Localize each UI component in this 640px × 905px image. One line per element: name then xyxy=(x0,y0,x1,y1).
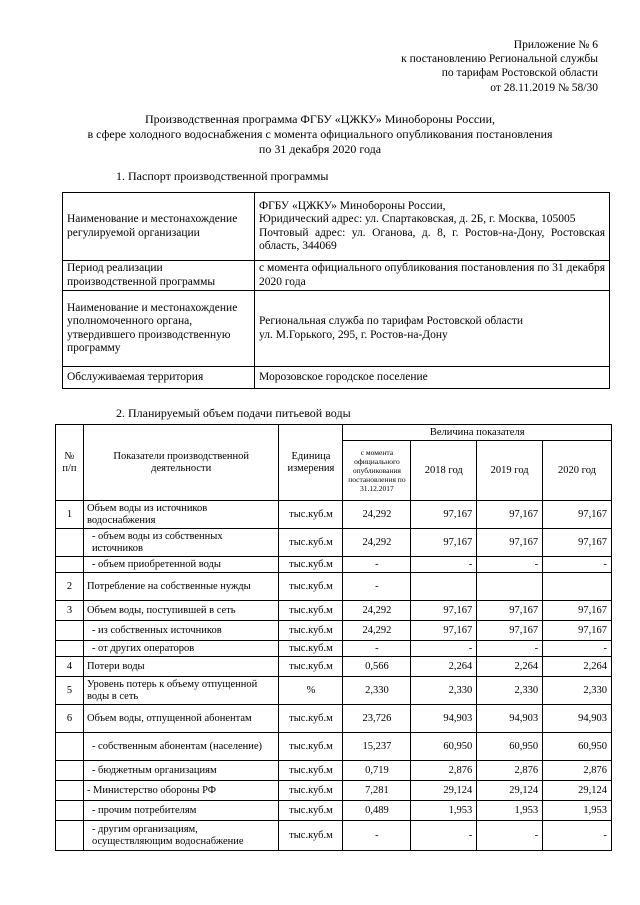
table-row xyxy=(56,733,612,761)
passport-row xyxy=(63,291,610,367)
row-unit: тыс.куб.м xyxy=(279,573,343,601)
table-row xyxy=(56,501,612,529)
row-number xyxy=(56,761,84,781)
row-value: - xyxy=(343,573,411,601)
passport-label: Наименование и местонахождение регулируемой организации xyxy=(63,193,255,261)
header-unit: Единица измерения xyxy=(279,425,343,501)
row-value: 2,264 xyxy=(543,657,612,677)
passport-value xyxy=(255,193,610,261)
row-unit: тыс.куб.м xyxy=(279,657,343,677)
row-value: - xyxy=(343,821,411,851)
passport-value-line: Юридический адрес: ул. Спартаковская, д. 2Б, г. Москва, 105005 xyxy=(259,213,576,225)
header-2020: 2020 год xyxy=(543,441,612,501)
appendix-number: Приложение № 6 xyxy=(513,39,598,51)
row-number: 5 xyxy=(56,677,84,705)
row-value: 0,719 xyxy=(343,761,411,781)
row-value: 0,489 xyxy=(343,801,411,821)
row-unit: тыс.куб.м xyxy=(279,761,343,781)
row-value: 29,124 xyxy=(543,781,612,801)
appendix-reference xyxy=(298,38,598,95)
row-indicator: - объем приобретенной воды xyxy=(83,557,279,573)
row-number xyxy=(56,529,84,557)
row-unit: тыс.куб.м xyxy=(279,501,343,529)
row-indicator: Потери воды xyxy=(83,657,279,677)
table-row xyxy=(56,573,612,601)
row-indicator: - из собственных источников xyxy=(83,621,279,641)
row-unit: тыс.куб.м xyxy=(279,781,343,801)
row-indicator: Объем воды из источников водоснабжения xyxy=(83,501,279,529)
row-number xyxy=(56,821,84,851)
passport-label: Период реализации производственной программы xyxy=(63,261,255,291)
row-unit: тыс.куб.м xyxy=(279,801,343,821)
row-value: 94,903 xyxy=(411,705,477,733)
row-value: 97,167 xyxy=(543,621,612,641)
row-value: 2,876 xyxy=(543,761,612,781)
row-number xyxy=(56,781,84,801)
row-unit: тыс.куб.м xyxy=(279,529,343,557)
row-unit: тыс.куб.м xyxy=(279,557,343,573)
row-value: 29,124 xyxy=(411,781,477,801)
row-indicator: - прочим потребителям xyxy=(83,801,279,821)
table-row xyxy=(56,621,612,641)
row-value xyxy=(543,573,612,601)
row-indicator: - от других операторов xyxy=(83,641,279,657)
header-num: № п/п xyxy=(56,425,84,501)
header-indicator: Показатели производственной деятельности xyxy=(83,425,279,501)
row-value: 23,726 xyxy=(343,705,411,733)
table-row xyxy=(56,781,612,801)
row-value: 97,167 xyxy=(477,501,543,529)
table-row xyxy=(56,557,612,573)
row-number xyxy=(56,621,84,641)
header-value: Величина показателя xyxy=(343,425,612,441)
row-indicator: Уровень потерь к объему отпущенной воды в сеть xyxy=(83,677,279,705)
row-unit: тыс.куб.м xyxy=(279,641,343,657)
row-value: 94,903 xyxy=(477,705,543,733)
header-period: с момента официального опубликования постановления по 31.12.2017 xyxy=(343,441,411,501)
row-value: - xyxy=(477,557,543,573)
row-value: 97,167 xyxy=(477,601,543,621)
appendix-resolution: к постановлению Региональной службы xyxy=(401,53,598,66)
row-value: - xyxy=(543,821,612,851)
row-value: 97,167 xyxy=(411,529,477,557)
passport-value-line: Морозовское городское поселение xyxy=(259,370,428,383)
row-value xyxy=(411,573,477,601)
passport-value xyxy=(255,291,610,367)
row-value: 2,264 xyxy=(477,657,543,677)
passport-row xyxy=(63,193,610,261)
table-row xyxy=(56,761,612,781)
row-value: 1,953 xyxy=(411,801,477,821)
row-unit: тыс.куб.м xyxy=(279,705,343,733)
section-1-heading: 1. Паспорт производственной программы xyxy=(116,169,329,183)
passport-value-line: Почтовый адрес: ул. Оганова, д. 8, г. Ростов-на-Дону, Ростовская область, 344069 xyxy=(259,226,605,252)
header-2018: 2018 год xyxy=(411,441,477,501)
row-value: 97,167 xyxy=(477,621,543,641)
row-indicator: - бюджетным организациям xyxy=(83,761,279,781)
row-number xyxy=(56,641,84,657)
row-number: 1 xyxy=(56,501,84,529)
row-value: 15,237 xyxy=(343,733,411,761)
row-unit: тыс.куб.м xyxy=(279,621,343,641)
row-value: 7,281 xyxy=(343,781,411,801)
row-value: 0,566 xyxy=(343,657,411,677)
row-unit: тыс.куб.м xyxy=(279,601,343,621)
row-value: 60,950 xyxy=(411,733,477,761)
row-value: 97,167 xyxy=(543,501,612,529)
row-value: 24,292 xyxy=(343,621,411,641)
row-value: 24,292 xyxy=(343,601,411,621)
row-value: 97,167 xyxy=(411,501,477,529)
row-number xyxy=(56,557,84,573)
row-value: 97,167 xyxy=(411,601,477,621)
water-volume-table xyxy=(55,424,612,851)
passport-value-line: ФГБУ «ЦЖКУ» Минобороны России, xyxy=(259,199,446,212)
row-value: 1,953 xyxy=(477,801,543,821)
title-line-2: в сфере холодного водоснабжения с момента официального опубликования постановления xyxy=(87,127,553,141)
table-row xyxy=(56,677,612,705)
passport-label: Наименование и местонахождение уполномоченного органа, утвердившего производственную программу xyxy=(63,291,255,367)
title-line-3: по 31 декабря 2020 года xyxy=(258,142,382,156)
row-indicator: - другим организациям, осуществляющим водоснабжение xyxy=(83,821,279,851)
row-value: - xyxy=(411,641,477,657)
table-row xyxy=(56,601,612,621)
row-value: - xyxy=(477,821,543,851)
section-2-heading: 2. Планируемый объем подачи питьевой воды xyxy=(116,406,351,420)
document-title xyxy=(60,112,580,157)
row-value xyxy=(477,573,543,601)
passport-value xyxy=(255,261,610,291)
passport-value-line: с момента официального опубликования постановления по 31 декабря 2020 года xyxy=(259,262,605,288)
table-row xyxy=(56,641,612,657)
row-value: 2,330 xyxy=(343,677,411,705)
row-value: 60,950 xyxy=(477,733,543,761)
row-value: 97,167 xyxy=(543,601,612,621)
row-value: 2,876 xyxy=(477,761,543,781)
row-value: 29,124 xyxy=(477,781,543,801)
passport-table xyxy=(62,192,610,389)
passport-value-line: ул. М.Горького, 295, г. Ростов-на-Дону xyxy=(259,328,448,341)
appendix-date: от 28.11.2019 № 58/30 xyxy=(490,81,598,94)
row-value: - xyxy=(477,641,543,657)
row-unit: тыс.куб.м xyxy=(279,821,343,851)
row-value: - xyxy=(411,557,477,573)
row-indicator: - объем воды из собственных источников xyxy=(83,529,279,557)
row-value: 2,330 xyxy=(543,677,612,705)
table-row xyxy=(56,801,612,821)
appendix-authority: по тарифам Ростовской области xyxy=(441,67,598,80)
row-value: 24,292 xyxy=(343,529,411,557)
row-value: - xyxy=(343,641,411,657)
row-value: 2,330 xyxy=(477,677,543,705)
passport-label: Обслуживаемая территория xyxy=(63,367,255,389)
row-value: 2,876 xyxy=(411,761,477,781)
row-number: 6 xyxy=(56,705,84,733)
row-indicator: Объем воды, отпущенной абонентам xyxy=(83,705,279,733)
row-value: - xyxy=(343,557,411,573)
row-indicator: - Министерство обороны РФ xyxy=(83,781,279,801)
row-indicator: - собственным абонентам (население) xyxy=(83,733,279,761)
row-value: - xyxy=(543,557,612,573)
row-value: - xyxy=(543,641,612,657)
row-value: - xyxy=(411,821,477,851)
table-row xyxy=(56,657,612,677)
passport-row xyxy=(63,367,610,389)
row-indicator: Объем воды, поступившей в сеть xyxy=(83,601,279,621)
row-indicator: Потребление на собственные нужды xyxy=(83,573,279,601)
row-number xyxy=(56,733,84,761)
title-line-1: Производственная программа ФГБУ «ЦЖКУ» Минобороны России, xyxy=(144,112,496,126)
row-number: 3 xyxy=(56,601,84,621)
table-row xyxy=(56,705,612,733)
passport-value xyxy=(255,367,610,389)
row-value: 97,167 xyxy=(411,621,477,641)
passport-row xyxy=(63,261,610,291)
row-value: 94,903 xyxy=(543,705,612,733)
row-number: 2 xyxy=(56,573,84,601)
passport-value-line: Региональная служба по тарифам Ростовской области xyxy=(259,315,524,327)
table-row xyxy=(56,821,612,851)
row-number xyxy=(56,801,84,821)
row-value: 97,167 xyxy=(477,529,543,557)
row-unit: % xyxy=(279,677,343,705)
table-row xyxy=(56,529,612,557)
header-2019: 2019 год xyxy=(477,441,543,501)
row-value: 1,953 xyxy=(543,801,612,821)
row-value: 2,264 xyxy=(411,657,477,677)
row-unit: тыс.куб.м xyxy=(279,733,343,761)
row-value: 60,950 xyxy=(543,733,612,761)
row-value: 2,330 xyxy=(411,677,477,705)
row-value: 97,167 xyxy=(543,529,612,557)
row-value: 24,292 xyxy=(343,501,411,529)
row-number: 4 xyxy=(56,657,84,677)
